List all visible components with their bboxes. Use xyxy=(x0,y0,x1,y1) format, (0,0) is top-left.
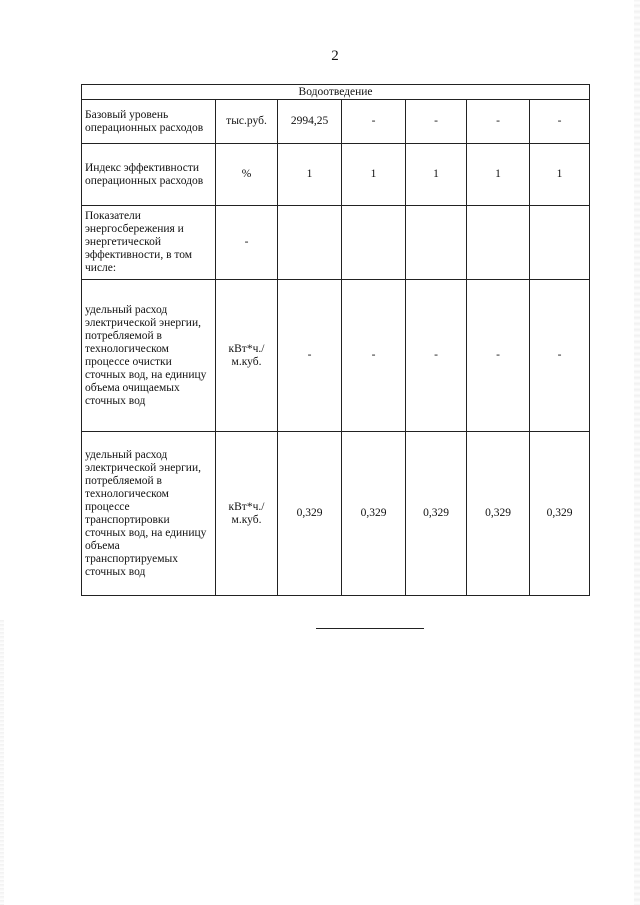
section-header-row xyxy=(82,85,590,100)
table-row xyxy=(82,280,590,432)
row-value: - xyxy=(467,280,530,432)
row-value: 0,329 xyxy=(467,432,530,596)
row-value: - xyxy=(530,100,590,144)
row-name: Показатели энергосбережения и энергетической эффективности, в том числе: xyxy=(82,206,216,280)
table-row xyxy=(82,206,590,280)
row-value: 1 xyxy=(467,144,530,206)
row-value: - xyxy=(342,100,406,144)
row-value: - xyxy=(278,280,342,432)
row-value: 1 xyxy=(406,144,467,206)
row-value: - xyxy=(467,100,530,144)
row-value xyxy=(406,206,467,280)
row-value: 0,329 xyxy=(530,432,590,596)
row-value: 0,329 xyxy=(406,432,467,596)
row-value: 1 xyxy=(278,144,342,206)
table-row xyxy=(82,432,590,596)
row-name: удельный расход электрической энергии, потребляемой в технологическом процессе очистки сточных вод, на единицу объема очищаемых сточных вод xyxy=(82,280,216,432)
row-value: 0,329 xyxy=(342,432,406,596)
scan-edge-right xyxy=(634,0,640,905)
row-name: удельный расход электрической энергии, потребляемой в технологическом процессе транспортировки сточных вод, на единицу объема транспортируемых сточных вод xyxy=(82,432,216,596)
table-row xyxy=(82,100,590,144)
row-value xyxy=(342,206,406,280)
row-value: 1 xyxy=(342,144,406,206)
table-row xyxy=(82,144,590,206)
section-title: Водоотведение xyxy=(82,85,590,100)
row-value xyxy=(467,206,530,280)
row-unit: % xyxy=(216,144,278,206)
row-unit: - xyxy=(216,206,278,280)
page-number: 2 xyxy=(331,48,339,64)
row-value xyxy=(530,206,590,280)
closing-rule xyxy=(316,628,424,629)
row-value: - xyxy=(530,280,590,432)
row-unit: кВт*ч./м.куб. xyxy=(216,280,278,432)
row-unit: тыс.руб. xyxy=(216,100,278,144)
row-value: - xyxy=(406,280,467,432)
row-value: - xyxy=(342,280,406,432)
row-name: Базовый уровень операционных расходов xyxy=(82,100,216,144)
row-name: Индекс эффективности операционных расходов xyxy=(82,144,216,206)
row-value: - xyxy=(406,100,467,144)
indicators-table xyxy=(81,84,590,596)
row-unit: кВт*ч./м.куб. xyxy=(216,432,278,596)
row-value: 1 xyxy=(530,144,590,206)
row-value: 2994,25 xyxy=(278,100,342,144)
row-value: 0,329 xyxy=(278,432,342,596)
scan-edge-left xyxy=(0,620,4,905)
row-value xyxy=(278,206,342,280)
